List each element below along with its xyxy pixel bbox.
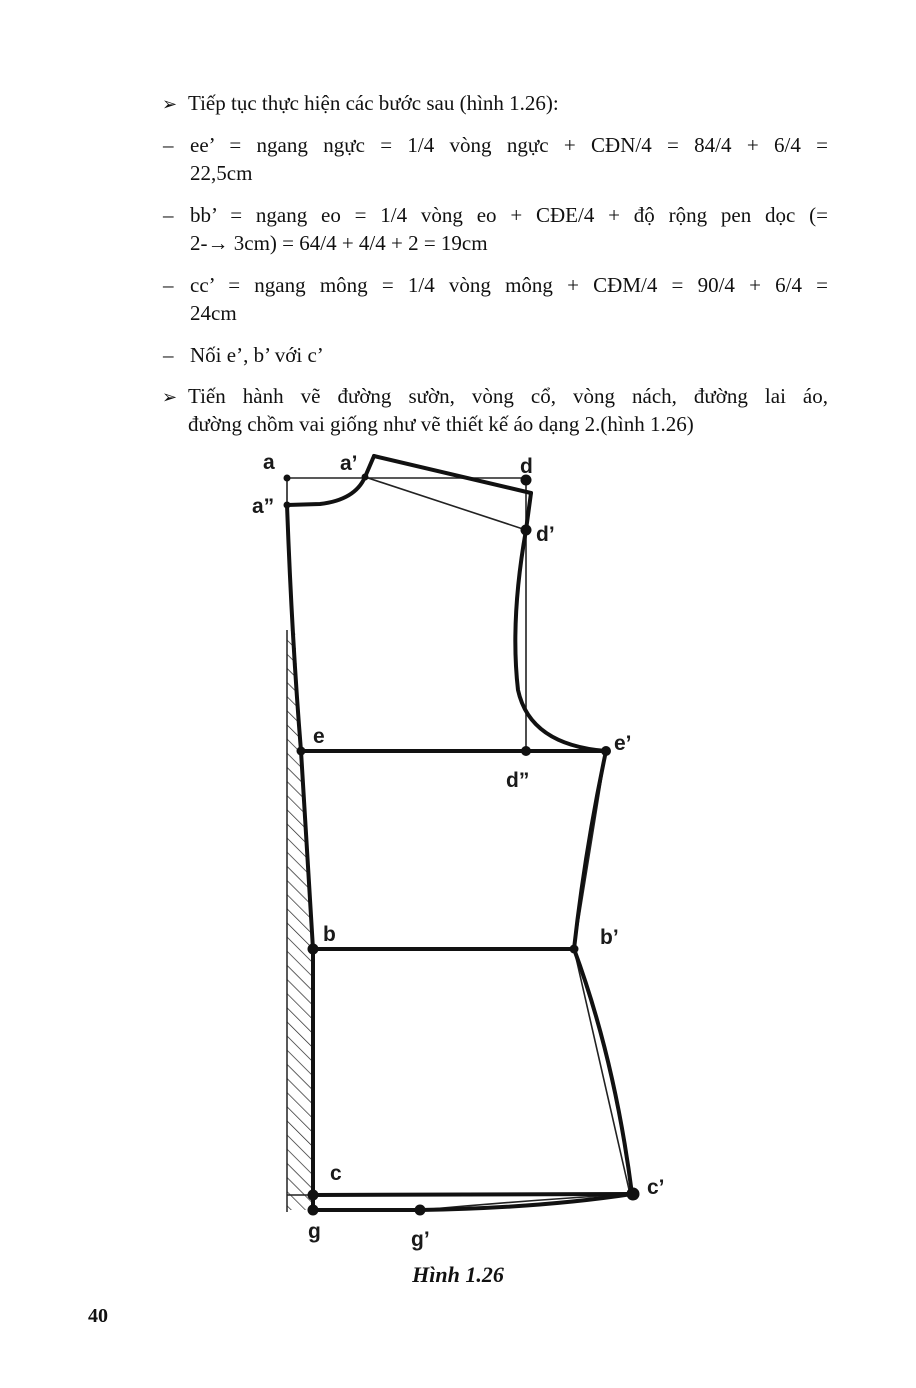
- label-c-prime: c’: [647, 1176, 665, 1199]
- construction-points: [284, 474, 640, 1216]
- label-a: a: [263, 451, 275, 474]
- label-e-prime: e’: [614, 732, 632, 755]
- item-2-line-1: bb’ = ngang eo = 1/4 vòng eo + CĐE/4 + độ rộng pen dọc (=: [190, 203, 828, 227]
- label-b-prime: b’: [600, 926, 619, 949]
- intro-text: Tiếp tục thực hiện các bước sau (hình 1.26):: [188, 91, 559, 115]
- outro-line-2: đường chồm vai giống như vẽ thiết kế áo dạng 2.(hình 1.26): [188, 412, 694, 436]
- item-1-line-2: 22,5cm: [190, 161, 253, 185]
- outro-line-1: Tiến hành vẽ đường sườn, vòng cổ, vòng nách, đường lai áo,: [188, 384, 828, 408]
- item-4-line-1: Nối e’, b’ với c’: [190, 343, 324, 367]
- construction-lines: [287, 477, 632, 1210]
- label-a-double-prime: a”: [252, 495, 275, 518]
- label-c: c: [330, 1162, 342, 1185]
- dash-bullet: –: [163, 343, 174, 367]
- item-3-line-2: 24cm: [190, 301, 237, 325]
- label-a-prime: a’: [340, 452, 358, 475]
- item-3-line-1: cc’ = ngang mông = 1/4 vòng mông + CĐM/4 = 90/4 + 6/4 =: [190, 273, 828, 297]
- dash-bullet: –: [163, 273, 174, 297]
- label-d-double-prime: d”: [506, 769, 530, 792]
- item-1-line-1: ee’ = ngang ngực = 1/4 vòng ngực + CĐN/4 = 84/4 + 6/4 =: [190, 133, 828, 157]
- dash-bullet: –: [163, 133, 174, 157]
- label-d-prime: d’: [536, 523, 555, 546]
- label-g: g: [308, 1220, 321, 1243]
- label-b: b: [323, 923, 336, 946]
- arrow-bullet-icon: ➢: [162, 387, 178, 407]
- page-number: 40: [88, 1305, 108, 1327]
- label-g-prime: g’: [411, 1228, 430, 1251]
- figure-caption: Hình 1.26: [412, 1262, 504, 1287]
- label-d: d: [520, 455, 533, 478]
- label-e: e: [313, 725, 325, 748]
- pattern-outline: [287, 456, 632, 1210]
- item-2-line-2: 2-→ 3cm) = 64/4 + 4/4 + 2 = 19cm: [190, 231, 488, 255]
- arrow-bullet-icon: ➢: [162, 94, 178, 114]
- dash-bullet: –: [163, 203, 174, 227]
